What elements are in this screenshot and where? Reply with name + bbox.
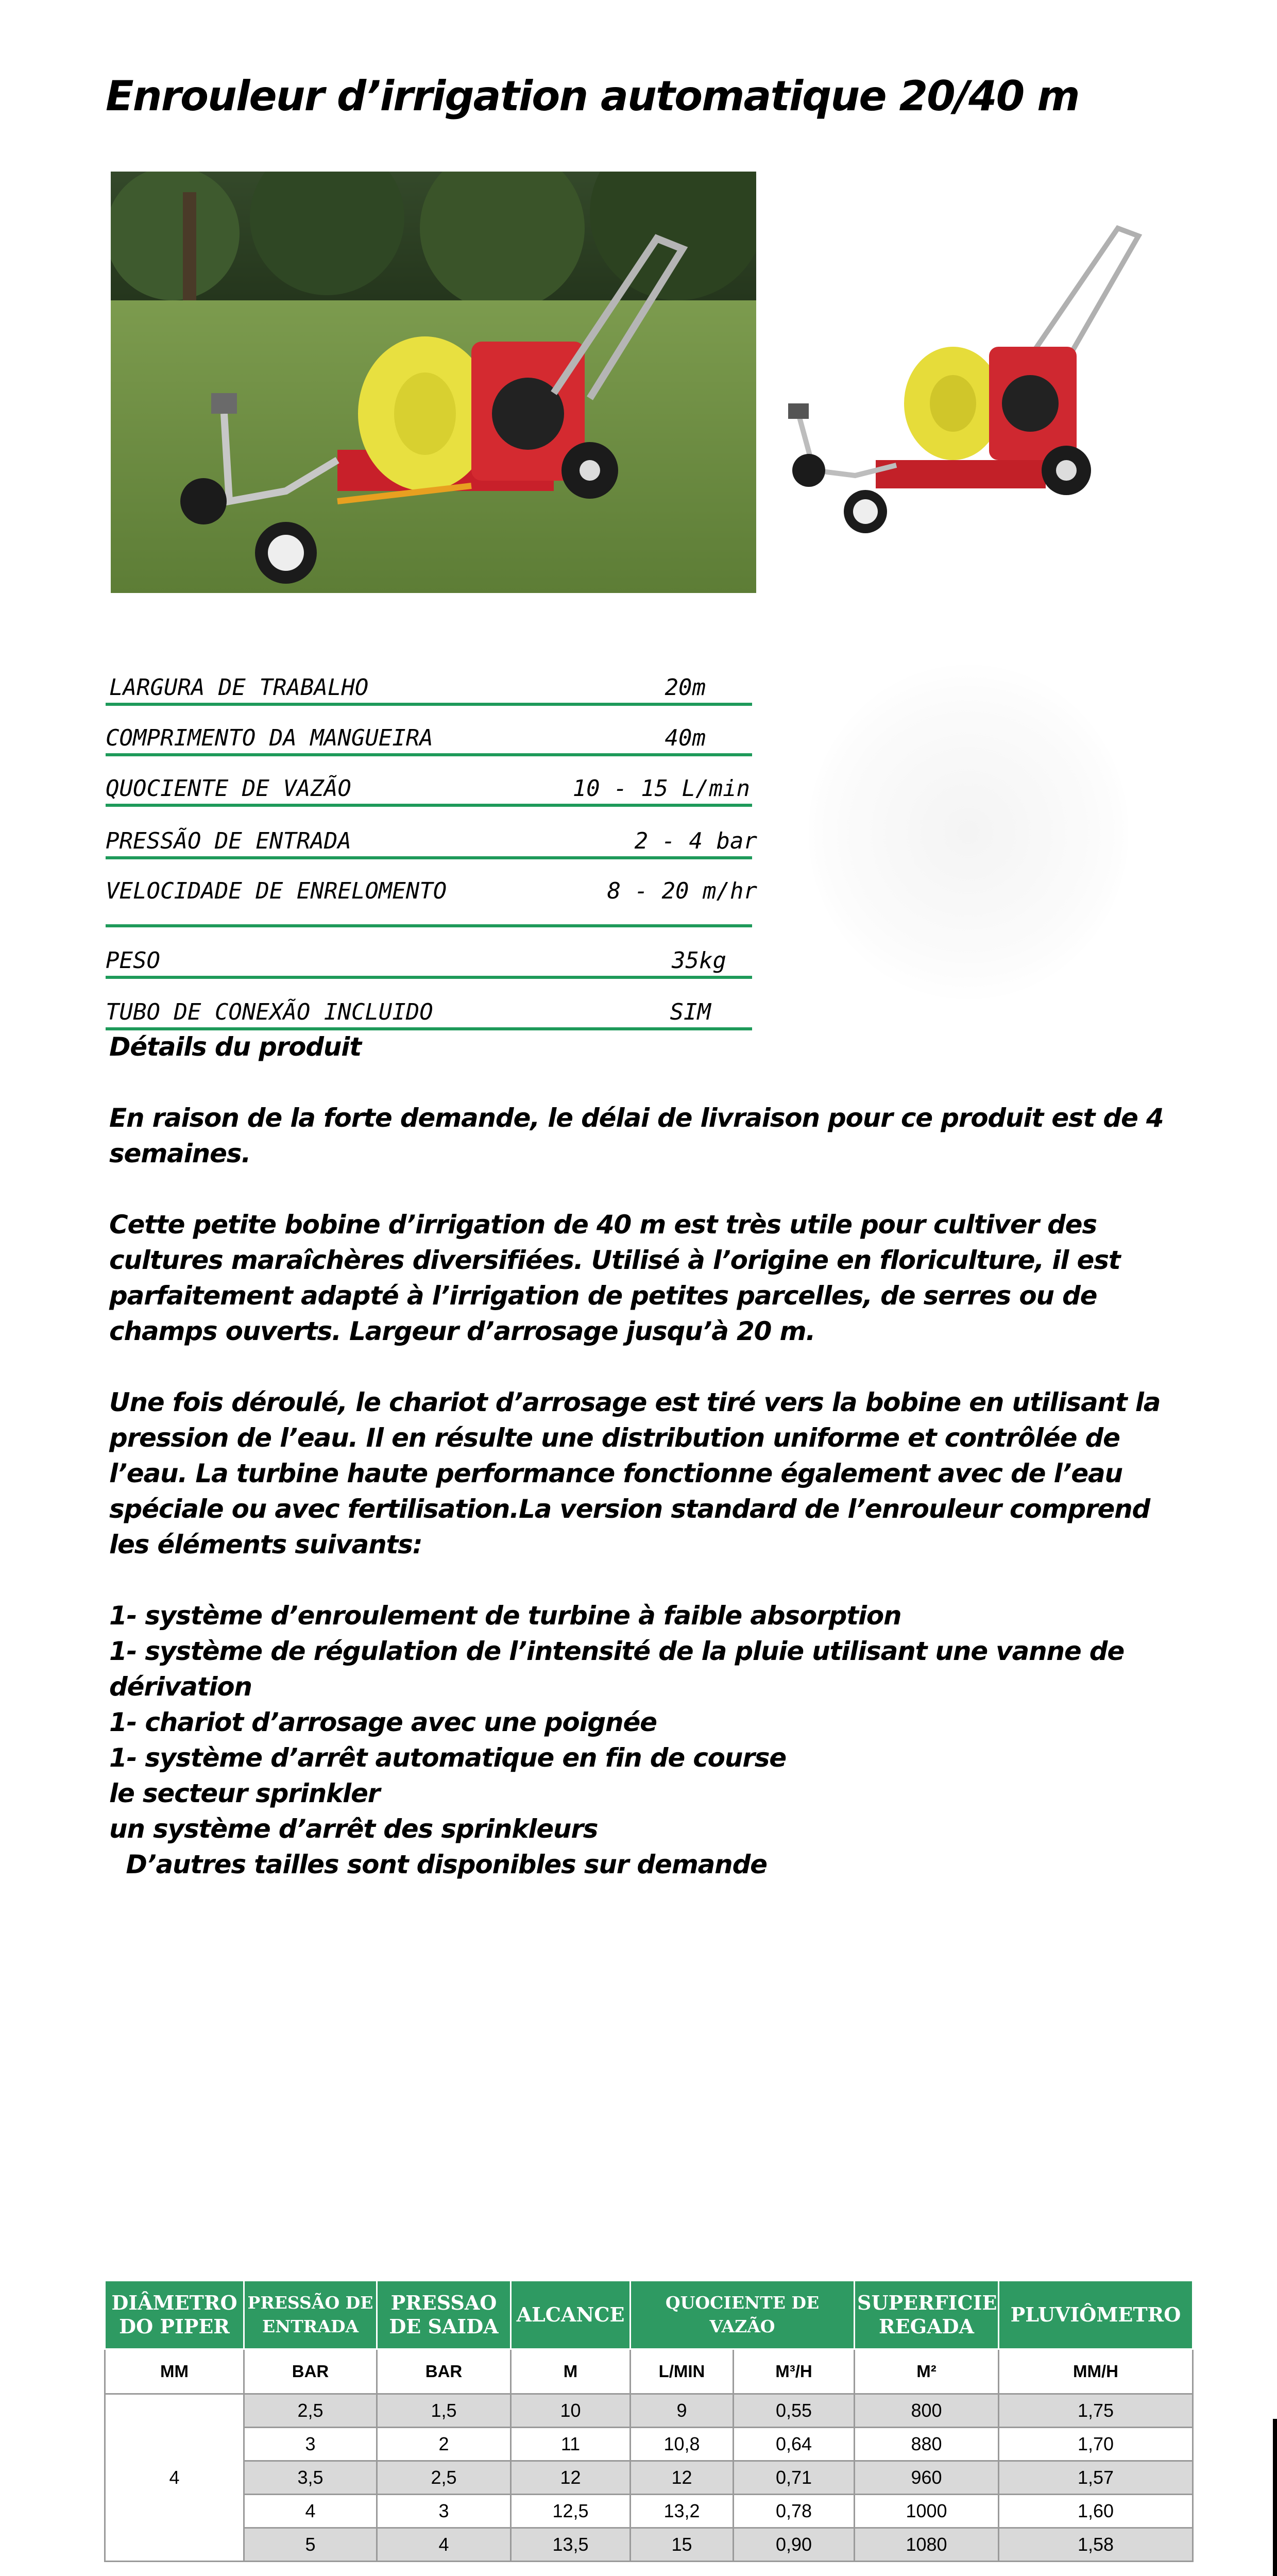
table-cell: 12 [631, 2461, 734, 2495]
spec-row-working-width [103, 659, 757, 706]
table-cell: 2,5 [377, 2461, 511, 2495]
table-cell: 1,57 [999, 2461, 1193, 2495]
table-cell: 3 [244, 2428, 377, 2461]
unit-cell: BAR [377, 2349, 511, 2394]
table-cell: 0,71 [734, 2461, 855, 2495]
table-row [105, 2428, 1193, 2461]
table-cell: 13,5 [511, 2528, 631, 2562]
header-range: ALCANCE [511, 2281, 631, 2349]
description-list-item: D’autres tailles sont disponibles sur demande [109, 1850, 767, 1879]
spec-row-winding-speed [103, 866, 757, 927]
spec-label: QUOCIENTE DE VAZÃO [106, 775, 351, 802]
table-units-row [105, 2349, 1193, 2394]
table-cell: 0,90 [734, 2528, 855, 2562]
spec-value: SIM [670, 999, 711, 1025]
description-list-item: un système d’arrêt des sprinkleurs [109, 1814, 598, 1844]
table-cell: 10 [511, 2394, 631, 2428]
spec-divider [106, 753, 752, 756]
table-row [105, 2495, 1193, 2528]
spec-value: 2 - 4 bar [634, 828, 757, 854]
faded-watermark-circle [809, 665, 1128, 999]
unit-cell: M [511, 2349, 631, 2394]
unit-cell: M³/H [734, 2349, 855, 2394]
unit-cell: BAR [244, 2349, 377, 2394]
table-cell: 1,70 [999, 2428, 1193, 2461]
header-irrigated-area: SUPERFICIE REGADA [855, 2281, 999, 2349]
table-row [105, 2461, 1193, 2495]
table-cell: 3 [377, 2495, 511, 2528]
spec-value: 10 - 15 L/min [572, 775, 750, 802]
table-cell: 9 [631, 2394, 734, 2428]
table-row [105, 2528, 1193, 2562]
table-cell: 0,55 [734, 2394, 855, 2428]
header-flow-rate: QUOCIENTE DE VAZÃO [631, 2281, 855, 2349]
description-paragraph-usage: Cette petite bobine d’irrigation de 40 m est très utile pour cultiver des cultures maraîchères diversifiées. Utilisé à l’origine en floriculture, il est parfaitement adapté à l’irrigation de petites parcelles, de serres ou de champs ouverts. Largeur d’arrosage jusqu’à 20 m. [109, 1210, 1120, 1346]
table-cell: 2,5 [244, 2394, 377, 2428]
spec-label: PRESSÃO DE ENTRADA [106, 828, 351, 854]
unit-cell: MM/H [999, 2349, 1193, 2394]
unit-cell: MM [105, 2349, 244, 2394]
table-cell: 15 [631, 2528, 734, 2562]
header-pipe-diameter: DIÂMETRO DO PIPER [105, 2281, 244, 2349]
unit-cell: L/MIN [631, 2349, 734, 2394]
spec-divider [106, 804, 752, 807]
spec-value: 35kg [672, 947, 726, 974]
table-cell: 800 [855, 2394, 999, 2428]
description-list-item: 1- système d’enroulement de turbine à faible absorption [109, 1601, 901, 1631]
spec-row-flow-rate [103, 760, 757, 807]
table-cell: 880 [855, 2428, 999, 2461]
spec-divider [106, 924, 752, 927]
page-title: Enrouleur d’irrigation automatique 20/40 m [106, 72, 1079, 120]
spec-row-weight [103, 933, 757, 979]
spec-label: LARGURA DE TRABALHO [109, 674, 369, 701]
table-cell: 960 [855, 2461, 999, 2495]
table-cell: 5 [244, 2528, 377, 2562]
table-cell: 1,75 [999, 2394, 1193, 2428]
table-cell: 12,5 [511, 2495, 631, 2528]
description-paragraph-delivery: En raison de la forte demande, le délai de livraison pour ce produit est de 4 semaines. [109, 1103, 1164, 1168]
table-cell: 10,8 [631, 2428, 734, 2461]
description-heading: Détails du produit [109, 1032, 361, 1062]
diameter-cell: 4 [105, 2394, 244, 2562]
table-cell: 1,58 [999, 2528, 1193, 2562]
spec-value: 8 - 20 m/hr [607, 878, 757, 904]
spec-row-connection-tube [103, 984, 757, 1030]
table-cell: 1,5 [377, 2394, 511, 2428]
spec-value: 40m [665, 725, 706, 751]
unit-cell: M² [855, 2349, 999, 2394]
table-cell: 1000 [855, 2495, 999, 2528]
header-outlet-pressure: PRESSAO DE SAIDA [377, 2281, 511, 2349]
page-edge-bar [1273, 2419, 1277, 2576]
description-paragraph-operation: Une fois déroulé, le chariot d’arrosage est tiré vers la bobine en utilisant la pression de l’eau. Il en résulte une distribution uniforme et contrôlée de l’eau. La turbine haute performance fonctionne également avec de l’eau spéciale ou avec fertilisation.La version standard de l’enrouleur comprend les éléments suivants: [109, 1387, 1161, 1560]
table-cell: 3,5 [244, 2461, 377, 2495]
table-cell: 0,78 [734, 2495, 855, 2528]
table-cell: 11 [511, 2428, 631, 2461]
header-inlet-pressure: PRESSÃO DE ENTRADA [244, 2281, 377, 2349]
description-list-item: 1- système d’arrêt automatique en fin de course [109, 1743, 786, 1773]
photo-field-image [111, 172, 756, 593]
spec-label: TUBO DE CONEXÃO INCLUIDO [106, 999, 433, 1025]
spec-row-inlet-pressure [103, 813, 757, 859]
spec-row-hose-length [103, 710, 757, 756]
table-cell: 13,2 [631, 2495, 734, 2528]
table-header-row [105, 2281, 1193, 2349]
spec-divider [106, 976, 752, 979]
table-cell: 4 [244, 2495, 377, 2528]
table-cell: 4 [377, 2528, 511, 2562]
table-row [105, 2394, 1193, 2428]
table-cell: 1,60 [999, 2495, 1193, 2528]
spec-label: PESO [106, 947, 160, 974]
spec-divider [106, 703, 752, 706]
spec-value: 20m [665, 674, 706, 701]
description-list-item: 1- système de régulation de l’intensité de la pluie utilisant une vanne de dérivation [109, 1636, 1125, 1702]
spec-label: VELOCIDADE DE ENRELOMENTO [106, 878, 447, 904]
table-cell: 12 [511, 2461, 631, 2495]
performance-table [104, 2280, 1194, 2562]
description-list-item: 1- chariot d’arrosage avec une poignée [109, 1707, 657, 1737]
photo-product-image [768, 172, 1249, 651]
product-description [109, 1029, 1191, 1883]
spec-divider [106, 856, 752, 859]
header-rain-gauge: PLUVIÔMETRO [999, 2281, 1193, 2349]
table-cell: 2 [377, 2428, 511, 2461]
spec-label: COMPRIMENTO DA MANGUEIRA [106, 725, 433, 751]
table-cell: 0,64 [734, 2428, 855, 2461]
table-cell: 1080 [855, 2528, 999, 2562]
description-list-item: le secteur sprinkler [109, 1778, 380, 1808]
